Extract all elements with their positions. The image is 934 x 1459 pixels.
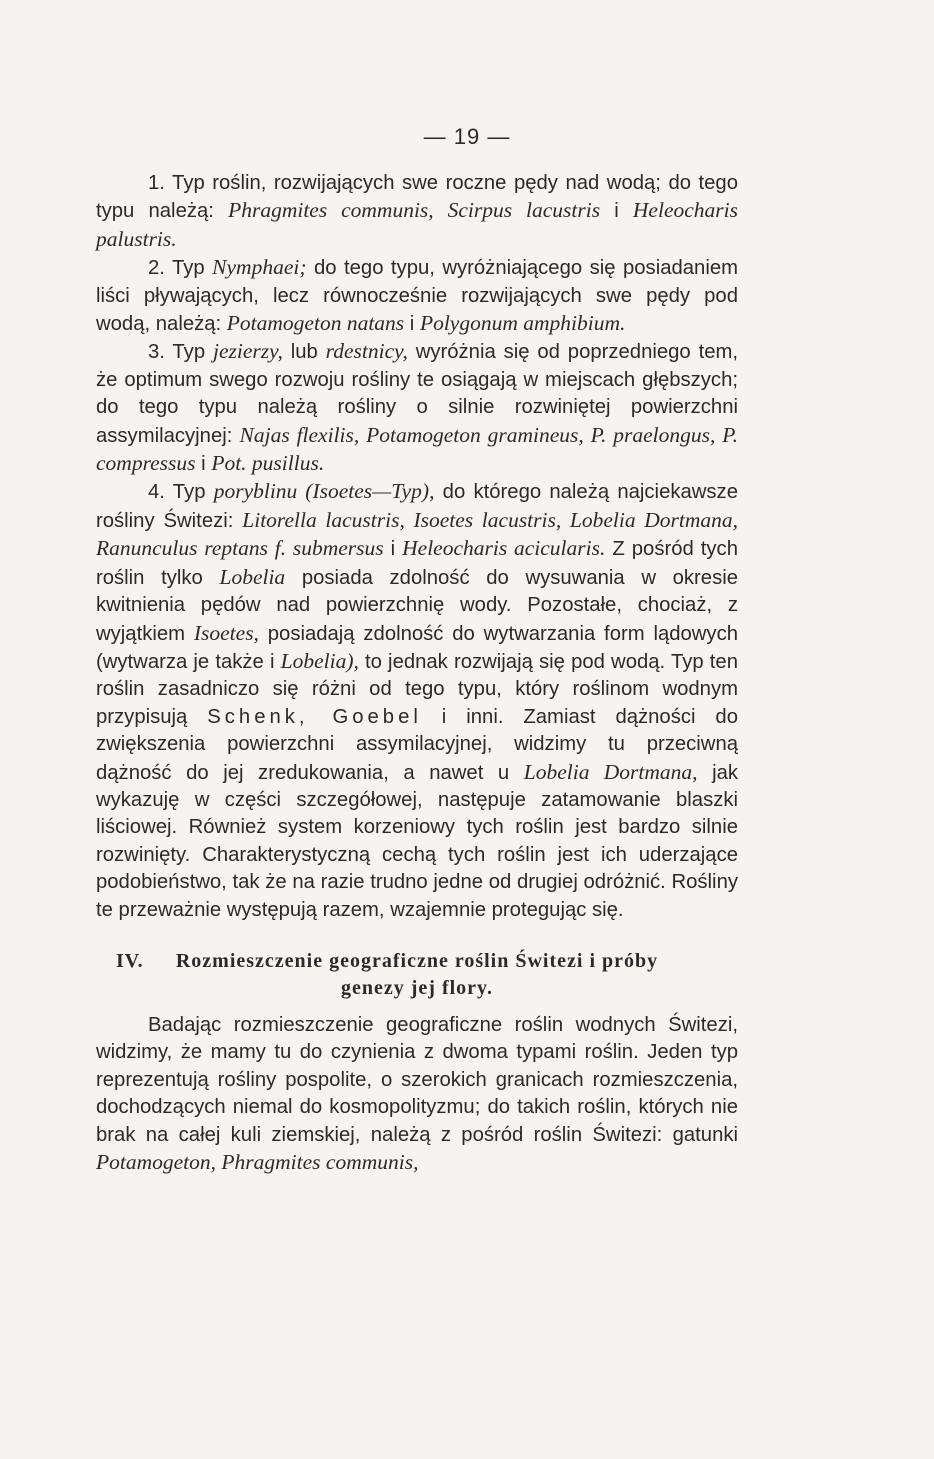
text-run: posiadają zdolność do wytwarzania form lądowych (wytwarza je także i: [96, 622, 738, 673]
text-run: wyróżnia się od poprzedniego tem, że optimum swego rozwoju rośliny te osiągają w miejscach głębszych; do tego typu należą rośliny o silnie rozwiniętej powierzchni assymilacyjnej:: [96, 341, 739, 447]
paragraph-type-3: [96, 338, 738, 478]
text-run: posiada zdolność do wysuwania w okresie kwitnienia pędów nad powierzchnię wody. Pozostałe, chociaż, z wyjątkiem: [96, 566, 738, 645]
paragraph-distribution: [96, 1012, 738, 1177]
species-name: Phragmites communis, Scirpus lacustris: [228, 198, 601, 223]
species-name: Heleocharis acicularis.: [402, 536, 606, 561]
text-run: to jednak rozwijają się pod wodą. Typ ten roślin zasadniczo się różni od tego typu, który roślinom wodnym przypisują: [96, 650, 738, 728]
text-run: Z pośród tych roślin tylko: [96, 538, 738, 589]
type-name: rdestnicy,: [325, 339, 408, 364]
page-number: — 19 —: [423, 124, 511, 149]
species-name: Polygonum amphibium.: [419, 311, 626, 336]
species-name: Lobelia),: [280, 648, 359, 673]
text-run: 4. Typ: [148, 481, 214, 504]
type-name: poryblinu (Isoetes—Typ),: [213, 479, 435, 504]
text-run: do którego należą najciekawsze rośliny Świtezi:: [96, 481, 738, 532]
section-title-line-1: Rozmieszczenie geograficzne roślin Świtezi i próby: [175, 949, 659, 972]
species-name: Lobelia Dortmana,: [523, 759, 698, 784]
text-run: i: [404, 313, 420, 336]
text-run: i: [195, 453, 212, 476]
text-run: Badając rozmieszczenie geograficzne roślin wodnych Świtezi, widzimy, że mamy tu do czynienia z dwoma typami roślin. Jeden typ reprezentują rośliny pospolite, o szerokich granicach rozmieszczenia, dochodzących niemal do kosmopolityzmu; do takich roślin, których nie brak na całej kuli ziemskiej, należą z pośród roślin Świtezi: gatunki: [96, 1013, 738, 1146]
species-name: Lobelia: [219, 564, 286, 589]
section-number: IV.: [116, 949, 144, 972]
text-run: lub: [282, 341, 326, 364]
type-name: jezierzy,: [212, 339, 283, 364]
section-heading: [96, 948, 738, 1002]
species-name: Potamogeton, Phragmites communis,: [96, 1150, 419, 1174]
text-run: 3. Typ: [148, 341, 213, 364]
species-name: Isoetes,: [193, 620, 259, 645]
species-name: Pot. pusillus.: [211, 451, 325, 476]
species-name: Nymphaei;: [212, 255, 307, 280]
paragraph-type-4: [96, 478, 738, 924]
section-title-line-2: genezy jej flory.: [341, 976, 493, 999]
species-name: Najas flexilis, Potamogeton gramineus, P. praelongus, P. compressus: [96, 422, 738, 476]
text-run: 1. Typ roślin, rozwijających swe roczne pędy nad wodą; do tego typu należą:: [96, 172, 738, 223]
text-run: i: [383, 538, 403, 561]
author-names: Schenk, Goebel: [207, 705, 422, 728]
paragraph-type-1: [96, 170, 738, 254]
species-name: Heleocharis palustris.: [96, 198, 738, 251]
text-run: i inni. Zamiast dążności do zwiększenia powierzchni assymilacyjnej, widzimy tu przeciwną dążność do jej zredukowania, a nawet u: [96, 705, 738, 784]
text-run: 2. Typ: [148, 257, 213, 280]
text-run: i: [600, 200, 633, 223]
body-text: [96, 170, 738, 1177]
species-name: Litorella lacustris, Isoetes lacustris, Lobelia Dortmana, Ranunculus reptans f. submersus: [96, 507, 738, 561]
paragraph-type-2: [96, 254, 738, 338]
text-run: do tego typu, wyróżniającego się posiadaniem liści pływających, lecz równocześnie rozwijających swe pędy pod wodą, należą:: [96, 257, 739, 336]
text-run: jak wykazuję w części szczegółowej, następuje zatamowanie blaszki liściowej. Również system korzeniowy tych roślin jest bardzo silnie rozwinięty. Charakterystyczną cechą tych roślin jest ich uderzające podobieństwo, tak że na razie trudno jedne od drugiej odróżnić. Rośliny te przeważnie występują razem, wzajemnie protegując się.: [96, 761, 738, 921]
species-name: Potamogeton natans: [226, 311, 405, 336]
